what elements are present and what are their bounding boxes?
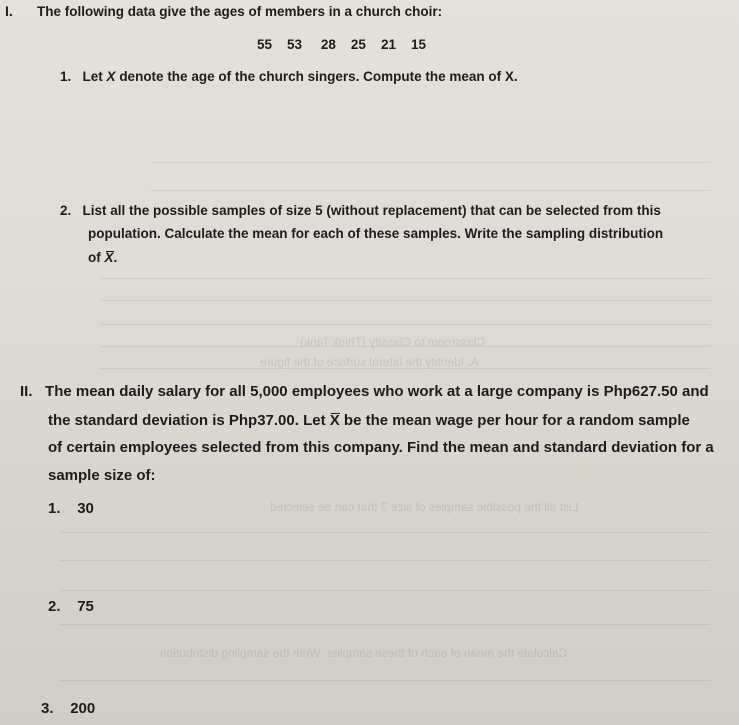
bleed-line — [60, 590, 710, 591]
bleed-line — [60, 560, 710, 561]
problem-text: The mean daily salary for all 5,000 employees who work at a large company is Php627.50 and — [45, 383, 709, 400]
question-number: 2. — [60, 203, 72, 218]
section-intro: The following data give the ages of members in a church choir: — [37, 4, 443, 19]
sample-size-item — [41, 700, 95, 717]
variable-x: X — [106, 69, 116, 84]
section-2-line-2 — [48, 412, 690, 429]
ages-data — [257, 37, 426, 52]
question-number: 1. — [60, 69, 72, 84]
section-numeral: I. — [5, 3, 13, 19]
problem-text: the standard deviation is Php37.00. Let — [48, 412, 330, 429]
item-value: 30 — [77, 500, 94, 517]
sample-size-item — [48, 598, 94, 615]
item-number: 1. — [48, 500, 61, 517]
question-text: of — [88, 250, 105, 265]
question-2-line-1 — [60, 203, 661, 218]
question-text: List all the possible samples of size 5 (without replacement) that can be selected from this — [82, 203, 661, 218]
question-2-line-2: population. Calculate the mean for each of these samples. Write the sampling distribution — [88, 226, 664, 241]
bleed-text: A. Identify the lateral surface of the figure — [260, 355, 479, 369]
item-value: 75 — [77, 598, 94, 615]
question-2-line-3 — [88, 250, 117, 265]
variable-x-bar: X — [104, 250, 114, 265]
bleed-text: Calculate the mean of each of these samples. Write the sampling distribution — [160, 646, 568, 660]
item-number: 3. — [41, 700, 54, 717]
age-value: 55 — [257, 37, 273, 52]
age-value: 53 — [287, 37, 303, 52]
bleed-text: List all the possible samples of size 3 that can be selected — [270, 500, 579, 514]
age-value: 15 — [410, 37, 427, 52]
bleed-text: Classroom to Classify (Think Tank) — [300, 335, 486, 349]
section-2-line-3: of certain employees selected from this company. Find the mean and standard deviation for a — [48, 439, 714, 456]
item-value: 200 — [70, 700, 96, 717]
bleed-line — [60, 680, 710, 681]
age-value: 28 — [320, 37, 336, 52]
age-value: 25 — [350, 37, 366, 52]
sample-size-item — [48, 500, 94, 517]
bleed-line — [60, 624, 710, 625]
bleed-line — [150, 190, 710, 191]
section-2-line-4: sample size of: — [48, 467, 156, 484]
question-1 — [60, 69, 518, 84]
variable-x-bar: X — [329, 412, 340, 429]
question-text: denote the age of the church singers. Compute the mean of X. — [115, 69, 518, 84]
question-text: Let — [82, 69, 107, 84]
bleed-line — [100, 278, 710, 279]
section-numeral: II. — [20, 383, 33, 400]
bleed-line — [150, 162, 710, 163]
bleed-line — [100, 324, 710, 325]
item-number: 2. — [48, 598, 61, 615]
question-text: . — [113, 250, 118, 265]
bleed-line — [60, 532, 710, 533]
section-2-line-1 — [20, 383, 709, 400]
problem-text: be the mean wage per hour for a random sample — [339, 412, 690, 429]
bleed-line — [100, 300, 710, 301]
age-value: 21 — [380, 37, 396, 52]
